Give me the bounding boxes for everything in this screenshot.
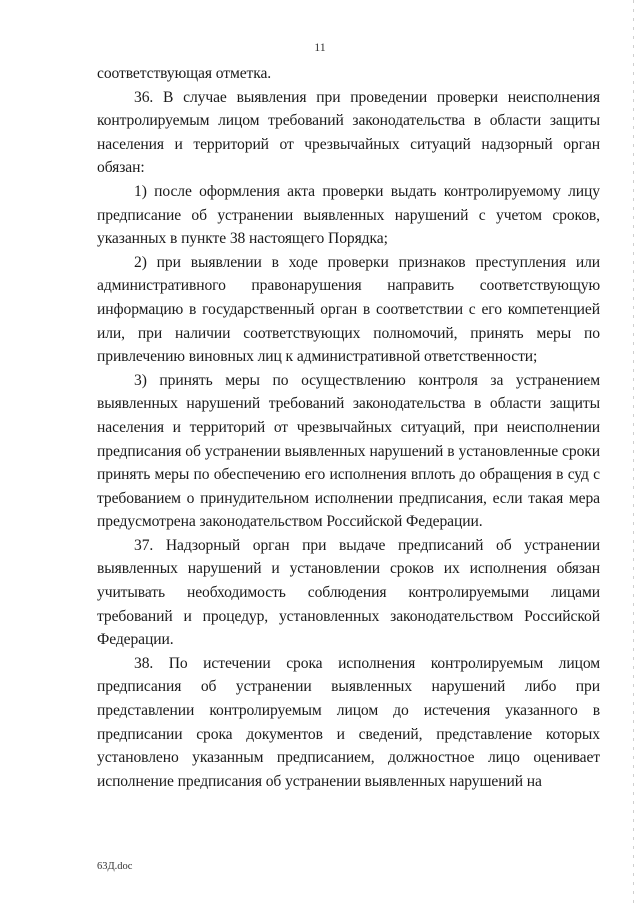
document-body — [97, 62, 600, 793]
footer-filename: 63Д.doc — [97, 861, 133, 872]
paragraph-subitem-1: 1) после оформления акта проверки выдать контролируемому лицу предписание об устранении выявленных нарушений с учетом сроков, указанных в пункте 38 настоящего Порядка; — [97, 182, 600, 248]
paragraph-subitem-2: 2) при выявлении в ходе проверки признаков преступления или административного правонарушения направить соответствующую информацию в государственный орган в соответствии с его компетенцией или, при наличии соответствующих полномочий, принять меры по привлечению виновных лиц к административной ответственности; — [97, 253, 600, 366]
page-number: 11 — [314, 40, 326, 54]
paragraph-item-38: 38. По истечении срока исполнения контролируемым лицом предписания об устранении выявленных нарушений либо при представлении контролируемым лицом до истечения указанного в предписании срока документов и сведений, представление которых установлено указанным предписанием, должностное лицо оценивает исполнение предписания об устранении выявленных нарушений на — [97, 654, 600, 790]
paragraph-item-37: 37. Надзорный орган при выдаче предписаний об устранении выявленных нарушений и установлении сроков их исполнения обязан учитывать необходимость соблюдения контролируемыми лицами требований и процедур, установленных законодательством Российской Федерации. — [97, 536, 600, 649]
scan-edge-line — [633, 0, 634, 905]
paragraph-continuation: соответствующая отметка. — [97, 65, 272, 82]
paragraph-subitem-3: 3) принять меры по осуществлению контроля за устранением выявленных нарушений требований законодательства в области защиты населения и территорий от чрезвычайных ситуаций, при неисполнении предписания об устранении выявленных нарушений в установленные сроки принять меры по обеспечению его исполнения вплоть до обращения в суд с требованием о принудительном исполнении предписания, если такая мера предусмотрена законодательством Российской Федерации. — [97, 371, 600, 531]
paragraph-item-36: 36. В случае выявления при проведении проверки неисполнения контролируемым лицом требований законодательства в области защиты населения и территорий от чрезвычайных ситуаций надзорный орган обязан: — [97, 88, 600, 177]
